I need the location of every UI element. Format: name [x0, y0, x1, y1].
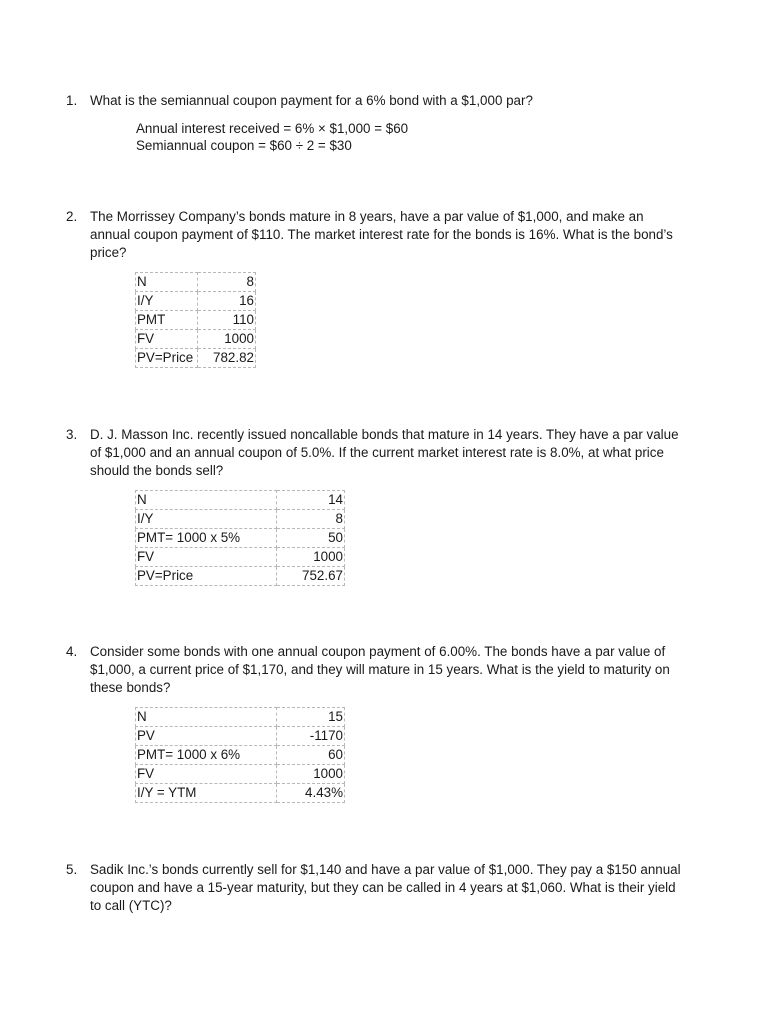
table-row — [136, 292, 256, 311]
row-label: N — [136, 708, 277, 727]
answer-line: Semiannual coupon = $60 ÷ 2 = $30 — [136, 138, 352, 153]
table-row — [136, 548, 345, 567]
table-row — [136, 784, 345, 803]
question-2 — [66, 208, 686, 262]
row-label: N — [136, 273, 198, 292]
row-label: PV=Price — [136, 567, 277, 586]
calc-table-4 — [135, 707, 345, 803]
question-text: Sadik Inc.’s bonds currently sell for $1,140 and have a par value of $1,000. They pay a $150 annual coupon and have a 15-year maturity, but they can be called in 4 years at $1,060. What is their yield to call (YTC)? — [90, 862, 681, 913]
answer-1 — [136, 120, 408, 154]
question-number: 1. — [66, 93, 78, 108]
question-3 — [66, 426, 686, 480]
row-label: PV=Price — [136, 349, 198, 368]
table-row — [136, 746, 345, 765]
calc-table-2 — [135, 272, 256, 368]
table-row — [136, 529, 345, 548]
row-value: 4.43% — [277, 784, 345, 803]
table-row — [136, 567, 345, 586]
table-row — [136, 708, 345, 727]
row-label: I/Y — [136, 510, 277, 529]
question-4 — [66, 643, 686, 697]
row-value: 16 — [198, 292, 256, 311]
row-value: 14 — [277, 491, 345, 510]
row-value: 1000 — [277, 765, 345, 784]
question-text: D. J. Masson Inc. recently issued noncallable bonds that mature in 14 years. They have a par value of $1,000 and an annual coupon of 5.0%. If the current market interest rate is 8.0%, at what price should the bonds sell? — [90, 427, 679, 478]
row-label: I/Y — [136, 292, 198, 311]
row-label: FV — [136, 765, 277, 784]
row-label: PMT= 1000 x 5% — [136, 529, 277, 548]
row-label: PV — [136, 727, 277, 746]
question-number: 3. — [66, 427, 78, 442]
row-value: 752.67 — [277, 567, 345, 586]
table-row — [136, 765, 345, 784]
row-value: 110 — [198, 311, 256, 330]
answer-line: Annual interest received = 6% × $1,000 = $60 — [136, 121, 409, 136]
table-row — [136, 491, 345, 510]
row-value: 60 — [277, 746, 345, 765]
row-label: PMT — [136, 311, 198, 330]
row-label: FV — [136, 330, 198, 349]
table-row — [136, 311, 256, 330]
row-label: FV — [136, 548, 277, 567]
question-text: What is the semiannual coupon payment for a 6% bond with a $1,000 par? — [90, 93, 533, 108]
row-value: 8 — [277, 510, 345, 529]
question-1 — [66, 92, 686, 110]
table-row — [136, 349, 256, 368]
row-value: 782.82 — [198, 349, 256, 368]
row-label: PMT= 1000 x 6% — [136, 746, 277, 765]
question-number: 2. — [66, 209, 78, 224]
row-value: 50 — [277, 529, 345, 548]
row-value: 15 — [277, 708, 345, 727]
table-row — [136, 330, 256, 349]
question-text: The Morrissey Company’s bonds mature in 8 years, have a par value of $1,000, and make an annual coupon payment of $110. The market interest rate for the bonds is 16%. What is the bond’s price? — [90, 209, 673, 260]
table-row — [136, 727, 345, 746]
row-value: -1170 — [277, 727, 345, 746]
row-label: I/Y = YTM — [136, 784, 277, 803]
table-row — [136, 273, 256, 292]
question-5 — [66, 861, 686, 915]
question-text: Consider some bonds with one annual coupon payment of 6.00%. The bonds have a par value of $1,000, a current price of $1,170, and they will mature in 15 years. What is the yield to maturity on these bonds? — [90, 644, 670, 695]
row-label: N — [136, 491, 277, 510]
row-value: 8 — [198, 273, 256, 292]
question-number: 5. — [66, 862, 78, 877]
row-value: 1000 — [277, 548, 345, 567]
calc-table-3 — [135, 490, 345, 586]
row-value: 1000 — [198, 330, 256, 349]
table-row — [136, 510, 345, 529]
question-number: 4. — [66, 644, 78, 659]
